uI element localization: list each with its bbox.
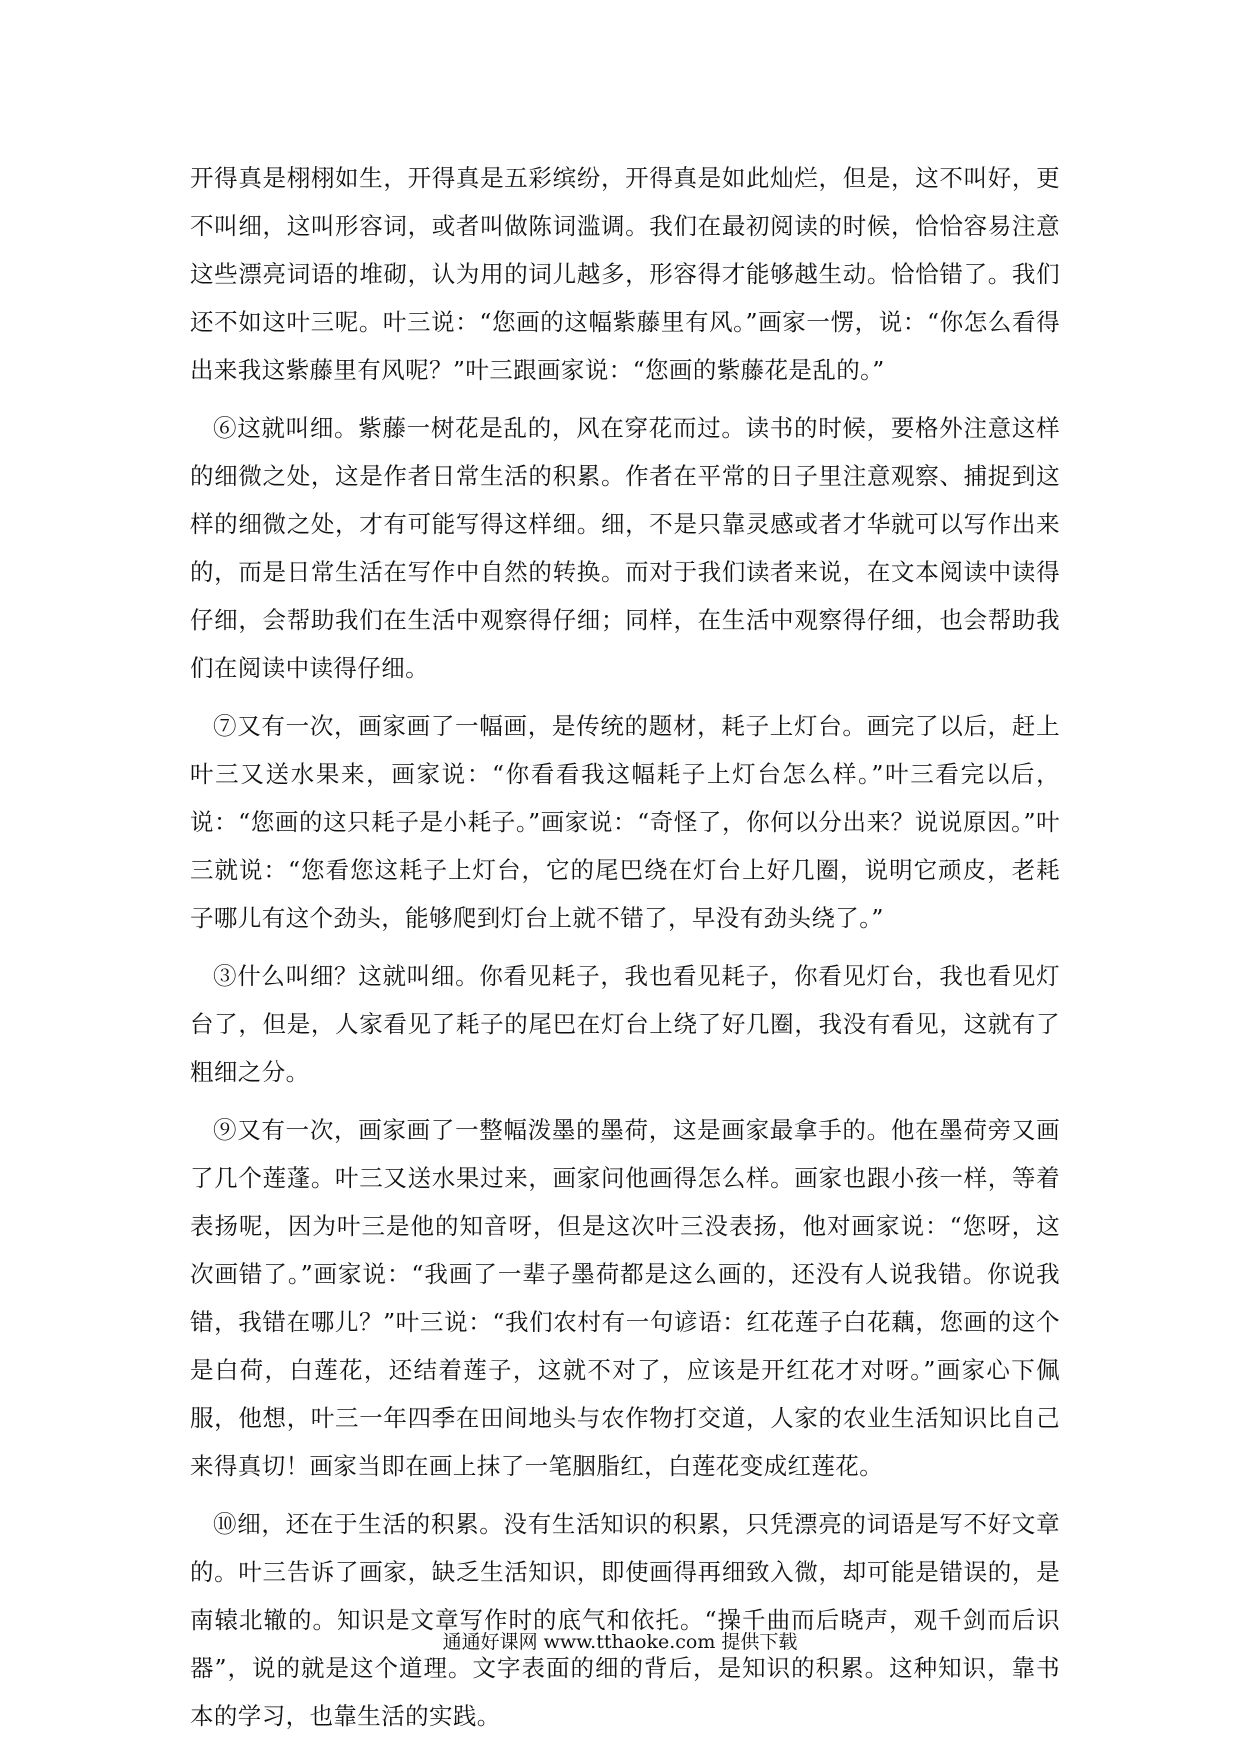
paragraph-9: ⑨又有一次，画家画了一整幅泼墨的墨荷，这是画家最拿手的。他在墨荷旁又画了几个莲蓬。叶三又送水果过来，画家问他画得怎么样。画家也跟小孩一样，等着表扬呢，因为叶三是他的知音呀，但是这次叶三没表扬，他对画家说：“您呀，这次画错了。”画家说：“我画了一辈子墨荷都是这么画的，还没有人说我错。你说我错，我错在哪儿？”叶三说：“我们农村有一句谚语：红花莲子白花藕，您画的这个是白荷，白莲花，还结着莲子，这就不对了，应该是开红花才对呀。”画家心下佩服，他想，叶三一年四季在田间地头与农作物打交道，人家的农业生活知识比自己来得真切！画家当即在画上抹了一笔胭脂红，白莲花变成红莲花。 (190, 1116, 1060, 1480)
paragraph-8: ③什么叫细？这就叫细。你看见耗子，我也看见耗子，你看见灯台，我也看见灯台了，但是，人家看见了耗子的尾巴在灯台上绕了好几圈，我没有看见，这就有了粗细之分。 (190, 962, 1060, 1086)
paragraph-10: ⑩细，还在于生活的积累。没有生活知识的积累，只凭漂亮的词语是写不好文章的。叶三告诉了画家，缺乏生活知识，即使画得再细致入微，却可能是错误的，是南辕北辙的。知识是文章写作时的底气和依托。“操千曲而后晓声，观千剑而后识器”，说的就是这个道理。文字表面的细的背后，是知识的积累。这种知识，靠书本的学习，也靠生活的实践。 (190, 1510, 1060, 1730)
paragraph-7: ⑦又有一次，画家画了一幅画，是传统的题材，耗子上灯台。画完了以后，赶上叶三又送水果来，画家说：“你看看我这幅耗子上灯台怎么样。”叶三看完以后，说：“您画的这只耗子是小耗子。”画家说：“奇怪了，你何以分出来？说说原因。”叶三就说：“您看您这耗子上灯台，它的尾巴绕在灯台上好几圈，说明它顽皮，老耗子哪儿有这个劲头，能够爬到灯台上就不错了，早没有劲头绕了。” (190, 712, 1060, 932)
paragraph-6: ⑥这就叫细。紫藤一树花是乱的，风在穿花而过。读书的时候，要格外注意这样的细微之处，这是作者日常生活的积累。作者在平常的日子里注意观察、捕捉到这样的细微之处，才有可能写得这样细。细，不是只靠灵感或者才华就可以写作出来的，而是日常生活在写作中自然的转换。而对于我们读者来说，在文本阅读中读得仔细，会帮助我们在生活中观察得仔细；同样，在生活中观察得仔细，也会帮助我们在阅读中读得仔细。 (190, 414, 1060, 682)
article-body (190, 154, 1060, 1740)
page-footer: 通通好课网 www.tthaoke.com 提供下载 (442, 1631, 798, 1653)
paragraph-continuation: 开得真是栩栩如生，开得真是五彩缤纷，开得真是如此灿烂，但是，这不叫好，更不叫细，这叫形容词，或者叫做陈词滥调。我们在最初阅读的时候，恰恰容易注意这些漂亮词语的堆砌，认为用的词儿越多，形容得才能够越生动。恰恰错了。我们还不如这叶三呢。叶三说：“您画的这幅紫藤里有风。”画家一愣，说：“你怎么看得出来我这紫藤里有风呢？”叶三跟画家说：“您画的紫藤花是乱的。” (190, 164, 1060, 384)
